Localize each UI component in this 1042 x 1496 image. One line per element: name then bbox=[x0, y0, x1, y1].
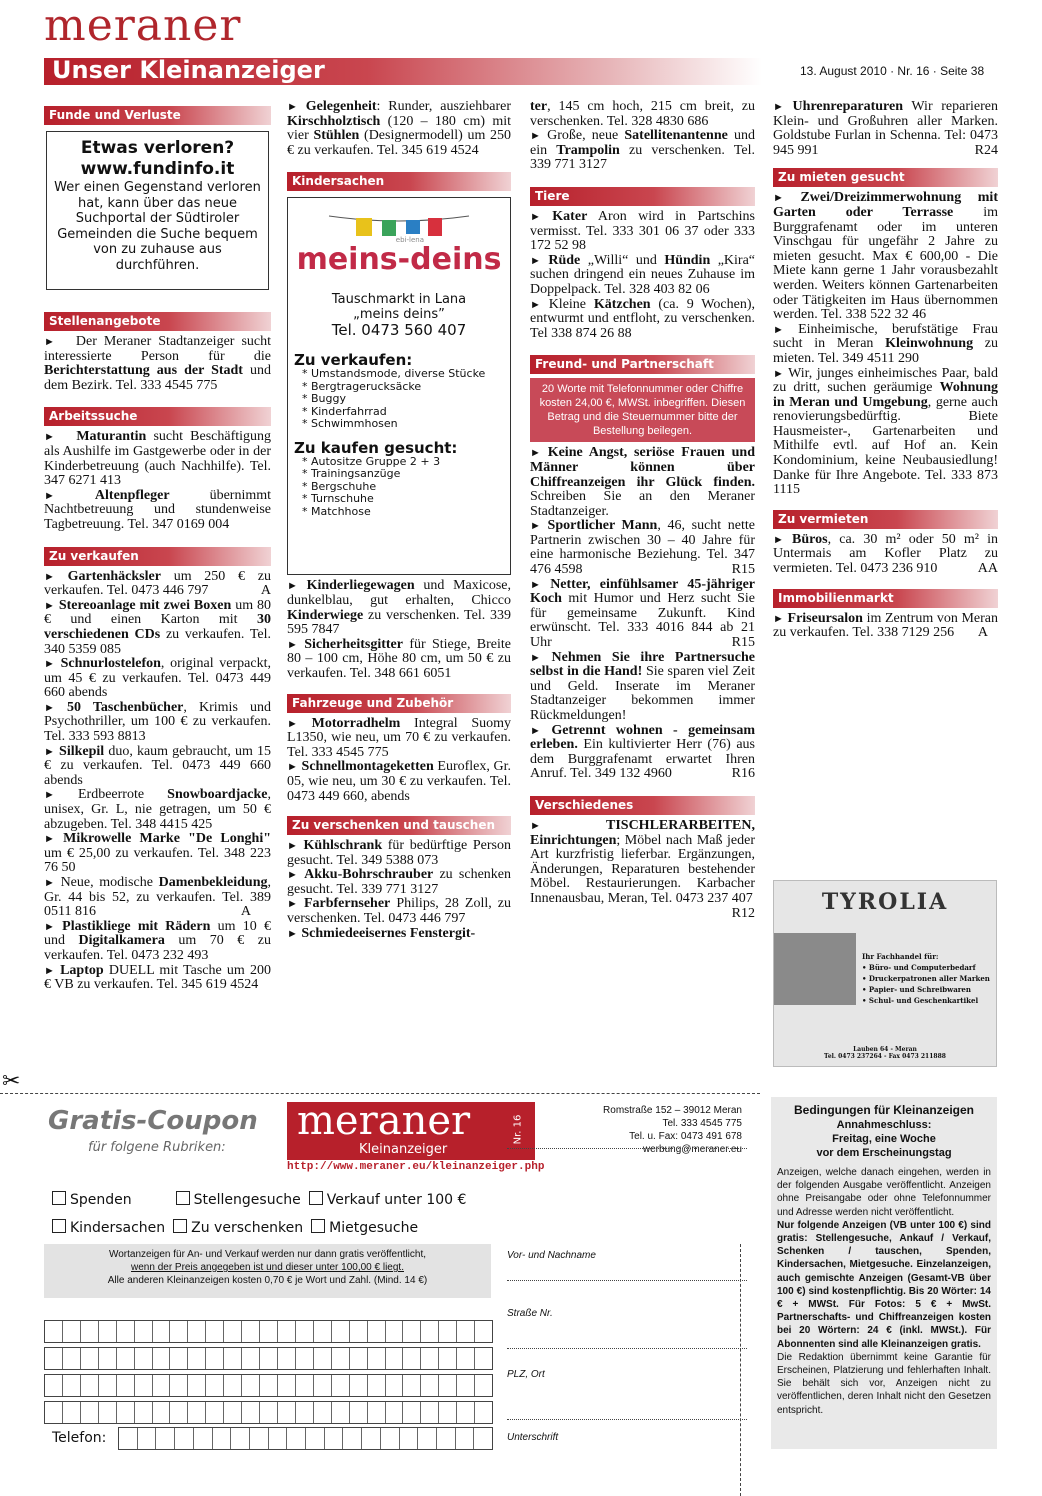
field-signature[interactable]: Unterschrift bbox=[507, 1432, 559, 1443]
field-street[interactable]: Straße Nr. bbox=[507, 1308, 747, 1349]
conditions-box bbox=[771, 1097, 997, 1449]
heading-verschiedenes: Verschiedenes bbox=[530, 796, 755, 815]
tauschmarkt-info: Tauschmarkt in Lana „meins deins” Tel. 0473 560 407 bbox=[331, 292, 467, 340]
address-line: Tel. 333 4545 775 bbox=[662, 1118, 742, 1129]
ad-f1: ► Motorradhelm Integral Suomy L1350, wie neu, um 70 € zu verkaufen. Tel. 333 4545 775 bbox=[287, 715, 511, 760]
ad-t2: ► Rüde „Willi“ und Hündin „Kira“ suchen dringend ein neues Zuhause im Doppelpack. Tel. 328 403 82 06 bbox=[530, 252, 756, 297]
buy-list bbox=[302, 456, 510, 519]
ad-f2: ► Schnellmontageketten Euroflex, Gr. 05, wie neu, um 30 € zu verkaufen. Tel. 0473 449 660, abends bbox=[287, 759, 512, 804]
sell-list bbox=[302, 368, 510, 431]
tyrolia-photo bbox=[774, 933, 856, 1005]
ad-v9: ► Plastikliege mit Rädern um 10 € und Digitalkamera um 70 € zu verkaufen. Tel. 0473 232 493 bbox=[44, 918, 272, 963]
brand-small: ebi-lena bbox=[395, 236, 424, 245]
opt-spenden[interactable]: Spenden bbox=[52, 1192, 132, 1208]
address-line: Romstraße 152 – 39012 Meran bbox=[603, 1105, 742, 1116]
ad-s1: ► Kühlschrank für bedürftige Person gesucht. Tel. 349 5388 073 bbox=[287, 838, 512, 868]
coupon-url[interactable]: http://www.meraner.eu/kleinanzeiger.php bbox=[287, 1161, 545, 1173]
telefon-grid[interactable] bbox=[118, 1427, 493, 1450]
scissors-icon: ✂ bbox=[2, 1068, 21, 1093]
ad-arbeit-2: ► Altenpfleger übernimmt Nachtbetreuung und stundenweise Tagbetreuung. Tel. 347 0169 004 bbox=[44, 487, 272, 532]
ad-s3: ► Farbfernseher Philips, 28 Zoll, zu verschenken. Tel. 0473 446 797 bbox=[287, 896, 512, 927]
ad-t3: ► Kleine Kätzchen (ca. 9 Wochen), entwurmt und entfloht, zu verschenken. Tel 338 874 26 88 bbox=[530, 296, 755, 341]
heading-verkaufen: Zu verkaufen bbox=[44, 547, 271, 566]
ad-p1: ► Keine Angst, seriöse Frauen und Männer können über Chiffreanzeigen ihr Glück finden. Schreiben Sie an den Meraner Stadtanzeiger. bbox=[530, 445, 755, 519]
list-item: * Trainingsanzüge bbox=[302, 467, 401, 481]
list-item: * Buggy bbox=[302, 392, 346, 406]
clothesline-icon bbox=[288, 212, 510, 236]
word-grid-row[interactable] bbox=[44, 1347, 493, 1370]
opt-stellengesuche[interactable]: Stellengesuche bbox=[176, 1192, 301, 1208]
coupon-options bbox=[52, 1186, 522, 1242]
word-grid-row[interactable] bbox=[44, 1374, 493, 1397]
ad-v2: ► Stereoanlage mit zwei Boxen um 80 € und einen Karton mit 30 verschiedenen CDs zu verkaufen. Tel. 340 5359 085 bbox=[44, 597, 272, 657]
ad-v6: ► Erdbeerrote Snowboardjacke, unisex, Gr. L, nie getragen, um 50 € abzugeben. Tel. 348 4415 425 bbox=[44, 787, 272, 832]
tyrolia-address: Lauben 64 - Meran Tel. 0473 237264 - Fax 0473 211888 bbox=[824, 1046, 946, 1060]
ad-c2: ► Große, neue Satellitenantenne und ein Trampolin zu verschenken. Tel. 339 771 3127 bbox=[530, 128, 756, 173]
ad-vs1: ► TISCHLERARBEITEN, Einrichtungen; Möbel nach Maß jeder Art kurzfristig lieferbar. Ergänzungen, Änderungen, Reparaturen bestehender Möbel. Restaurierungen. Karbacher Innenausbau, Meran, Tel. 0473 237 407 R12 bbox=[530, 817, 755, 921]
heading-arbeit: Arbeitssuche bbox=[44, 407, 271, 426]
heading-mieten: Zu mieten gesucht bbox=[773, 168, 998, 187]
conditions-body: Anzeigen, welche danach eingehen, werden in der folgenden Ausgabe veröffentlicht. Anzeigen ohne Preisangabe oder ohne Telefonnummer und Adresse werden nicht veröffentlicht. Nur folgende Anzeigen (VB unter 100 €) sind gratis: Stellengesuche, Ankauf / Verkauf, Schenken / tauschen, Spenden, Kindersachen, Mietgesuche. Einzelanzeigen, auch gemischte Anzeigen (Gesamt-VB über 100 €) sind kostenpflichtig. Bis 20 Wörter: 14 € + MWSt. Für Fotos: 5 € + MwSt. Partnerschafts- und Chiffreanzeigen kosten bei 20 Wörtern: 24 € (inkl. MWSt.). Für Abonnenten sind alle Kleinanzeigen gratis. Die Redaktion übernimmt keine Garantie für Erscheinen, Platzierung und fehlerhaften Inhalt. Sie behält sich vor, Anzeigen nicht zu veröffentlichen, deren Inhalt nicht den Gesetzen entspricht. bbox=[777, 1167, 991, 1416]
issue-info: 13. August 2010 · Nr. 16 · Seite 38 bbox=[800, 64, 985, 78]
meraner-logo: meraner bbox=[44, 0, 242, 51]
conditions-title: Bedingungen für Kleinanzeigen bbox=[793, 1103, 974, 1117]
word-grid-row[interactable] bbox=[44, 1401, 493, 1424]
list-item: • Papier- und Schreibwaren bbox=[862, 985, 971, 994]
ad-k2: ► Sicherheitsgitter für Stiege, Breite 80 – 100 cm, Höhe 80 cm, um 50 € zu verkaufen. Tel. 348 661 6051 bbox=[287, 636, 512, 681]
fundinfo-box bbox=[46, 131, 269, 290]
ad-p2: ► Sportlicher Mann, 46, sucht nette Partnerin zwischen 30 – 40 Jahre für eine harmonische Beziehung. Tel. 347 476 4598 R15 bbox=[530, 518, 756, 578]
column-2 bbox=[287, 100, 511, 941]
heading-verschenken: Zu verschenken und tauschen bbox=[287, 816, 511, 835]
ad-v5: ► Silkepil duo, kaum gebraucht, um 15 € zu verkaufen. Tel. 0473 449 660 abends bbox=[44, 743, 272, 788]
ad-v1: ► Gartenhäcksler um 250 € zu verkaufen. Tel. 0473 446 797 A bbox=[44, 568, 271, 599]
list-item: • Büro- und Computerbedarf bbox=[862, 963, 976, 972]
list-item: * Turnschuhe bbox=[302, 492, 374, 506]
partner-price-note: 20 Worte mit Telefonnummer oder Chiffre kosten 24,00 €, MWSt. inbegriffen. Diesen Betrag und die Steuernummer bitte der Bestellung beilegen. bbox=[530, 378, 755, 442]
opt-verschenken[interactable]: Zu verschenken bbox=[173, 1220, 303, 1236]
ad-k1: ► Kinderliegewagen und Maxicose, dunkelblau, gut erhalten, Chicco Kinderwiege zu verschenken. Tel. 339 595 7847 bbox=[287, 578, 511, 638]
ad-p3: ► Netter, einfühlsamer 45-jähriger Koch mit Humor und Herz sucht Sie für gemeinsame Zukunft. Kind erwünscht. Tel. 333 4016 844 ab 21 Uhr R15 bbox=[530, 576, 756, 651]
ad-p4: ► Nehmen Sie ihre Partnersuche selbst in die Hand! Sie sparen viel Zeit und Geld. Inserate im Meraner Stadtanzeiger bekommen immer Rückmeldungen! bbox=[530, 649, 755, 723]
opt-kindersachen[interactable]: Kindersachen bbox=[52, 1220, 165, 1236]
list-item: • Druckerpatronen aller Marken bbox=[862, 974, 990, 983]
coupon-subtitle: für folgene Rubriken: bbox=[88, 1140, 226, 1155]
fundinfo-title: Etwas verloren? bbox=[80, 138, 235, 158]
ad-v4: ► 50 Taschenbücher, Krimis und Psychothriller, um 100 € zu verkaufen. Tel. 333 593 8813 bbox=[44, 699, 272, 745]
buy-heading: Zu kaufen gesucht: bbox=[294, 438, 458, 457]
coupon-logo: meraner Kleinanzeiger Nr. 16 bbox=[287, 1102, 535, 1160]
field-name[interactable]: Vor- und Nachname bbox=[507, 1250, 747, 1281]
column-3 bbox=[530, 100, 755, 921]
tyrolia-ad bbox=[773, 880, 997, 1067]
tyrolia-list: Ihr Fachhandel für: • Büro- und Computerbedarf • Druckerpatronen aller Marken • Papier- und Schreibwaren • Schul- und Geschenkartikel bbox=[862, 952, 990, 1005]
fundinfo-body: Wer einen Gegenstand verloren hat, kann über das neue Suchportal der Südtiroler Gemeinden die Suche bequem von zu zuhause aus durchführen. bbox=[54, 180, 261, 273]
list-item: * Kinderfahrrad bbox=[302, 404, 387, 418]
ad-c1: ter, 145 cm hoch, 215 cm breit, zu verschenken. Tel. 328 4830 686 bbox=[530, 99, 755, 129]
ad-stellen: ► Der Meraner Stadtanzeiger sucht interessierte Person für die Berichterstattung aus der Stadt und dem Bezirk. Tel. 333 4545 775 bbox=[44, 334, 272, 393]
ad-uhren: ► Uhrenreparaturen Wir reparieren Klein- und Großuhren aller Marken. Goldstube Furlan in Schenna. Tel: 0473 945 991 R24 bbox=[773, 99, 998, 158]
coupon-divider bbox=[740, 1244, 741, 1496]
ad-v7: ► Mikrowelle Marke "De Longhi" um € 25,00 zu verkaufen. Tel. 348 223 76 50 bbox=[44, 831, 272, 876]
ad-m2: ► Einheimische, berufstätige Frau sucht in Meran Kleinwohnung zu mieten. Tel. 349 4511 290 bbox=[773, 321, 999, 366]
telefon-label: Telefon: bbox=[52, 1430, 107, 1446]
ad-v3: ► Schnurlostelefon, original verpackt, um 45 € zu verkaufen. Tel. 0473 449 660 abends bbox=[44, 656, 271, 701]
fundinfo-url[interactable]: www.fundinfo.it bbox=[80, 159, 235, 179]
section-title-bar bbox=[44, 58, 762, 85]
ad-s4: ► Schmiedeeisernes Fenstergit- bbox=[287, 925, 476, 941]
ad-vm1: ► Büros, ca. 30 m² oder 50 m² in Untermais am Kofler Platz zu vermieten. Tel. 0473 236 910 AA bbox=[773, 531, 998, 577]
tyrolia-logo: TYROLIA bbox=[821, 889, 949, 915]
ad-m1: ► Zwei/Dreizimmerwohnung mit Garten oder Terrasse im Burggrafenamt oder im unteren Vinschgau für ungefähr 2 Jahre zu mieten gesucht. Max € 600,00 - Die Miete kann gerne 1 Jahr vorausbezahlt werden. Weiters können Gartenarbeiten oder Tätigkeiten im Haus übernommen werden. Tel. 338 522 32 46 bbox=[773, 190, 999, 323]
heading-vermieten: Zu vermieten bbox=[773, 510, 998, 529]
list-item: * Schwimmhosen bbox=[302, 417, 398, 431]
list-item: * Umstandsmode, diverse Stücke bbox=[302, 366, 486, 380]
list-item: * Bergtragerucksäcke bbox=[302, 379, 422, 393]
heading-tiere: Tiere bbox=[530, 187, 755, 206]
list-item: * Autositze Gruppe 2 + 3 bbox=[302, 454, 441, 468]
column-4 bbox=[773, 100, 998, 641]
heading-immo: Immobilienmarkt bbox=[773, 589, 998, 608]
column-1 bbox=[44, 100, 271, 993]
coupon-price-note: Wortanzeigen für An- und Verkauf werden nur dann gratis veröffentlicht, wenn der Preis angegeben ist und dieser unter 100,00 € liegt. Alle anderen Kleinanzeigen kosten 0,70 € je Wort und Zahl. (Mind. 14 €) bbox=[44, 1244, 491, 1298]
list-item: * Matchhose bbox=[302, 504, 371, 518]
gratis-coupon bbox=[0, 1093, 760, 1496]
ad-v8: ► Neue, modische Damenbekleidung, Gr. 44 bis 52, zu verkaufen. Tel. 389 0511 816 A bbox=[44, 875, 272, 920]
opt-mietgesuche[interactable]: Mietgesuche bbox=[311, 1220, 418, 1236]
page-title: Unser Kleinanzeiger bbox=[52, 56, 325, 84]
sell-heading: Zu verkaufen: bbox=[294, 351, 413, 370]
ad-s2: ► Akku-Bohrschrauber zu schenken gesucht. Tel. 339 771 3127 bbox=[287, 867, 511, 897]
ad-gelegenheit: ► Gelegenheit: Runder, ausziehbarer Kirschholztisch (120 – 180 cm) mit vier Stühlen (Designermodell) um 250 € zu verkaufen. Tel. 345 619 4524 bbox=[287, 99, 512, 158]
list-item: • Schul- und Geschenkartikel bbox=[862, 996, 979, 1005]
conditions-deadline: Annahmeschluss: Freitag, eine Woche vor dem Erscheinungstag bbox=[816, 1119, 952, 1159]
heading-funde: Funde und Verluste bbox=[44, 106, 271, 125]
meins-deins-ad bbox=[287, 197, 511, 575]
opt-verkauf[interactable]: Verkauf unter 100 € bbox=[309, 1192, 467, 1208]
field-plz[interactable]: PLZ, Ort bbox=[507, 1369, 747, 1420]
ad-p5: ► Getrennt wohnen - gemeinsam erleben. Ein kultivierter Herr (76) aus dem Burggrafenamt erwartet Ihren Anruf. Tel. 349 132 4960 R16 bbox=[530, 722, 756, 782]
coupon-title: Gratis-Coupon bbox=[48, 1106, 258, 1136]
brand-logo: meins-deins bbox=[296, 242, 502, 278]
ad-t1: ► Kater Aron wird in Partschins vermisst. Tel. 333 301 06 37 oder 333 172 52 98 bbox=[530, 208, 755, 254]
address-line: werbung@meraner.eu bbox=[642, 1144, 742, 1155]
ad-im1: ► Friseursalon im Zentrum von Meran zu verkaufen. Tel. 338 7129 256 A bbox=[773, 610, 998, 641]
word-grid-row[interactable] bbox=[44, 1320, 493, 1343]
ad-v10: ► Laptop DUELL mit Tasche um 200 € VB zu verkaufen. Tel. 345 619 4524 bbox=[44, 962, 272, 993]
heading-freund: Freund- und Partnerschaft bbox=[530, 355, 755, 374]
address-line: Tel. u. Fax: 0473 491 678 bbox=[629, 1131, 742, 1142]
heading-kinder: Kindersachen bbox=[287, 172, 511, 191]
field-divider bbox=[507, 1132, 747, 1149]
ad-m3: ► Wir, junges einheimisches Paar, bald zu dritt, suchen geräumige Wohnung in Meran und Umgebung, gerne auch renovierungsbedürftig. Biete Hausmeister-, Gartenarbeiten und Mithilfe evtl. auf Hof an. Kein Kondominium, keine Neubausiedlung! Danke für Ihre Angebote. Tel. 333 873 1115 bbox=[773, 365, 998, 498]
heading-stellen: Stellenangebote bbox=[44, 312, 271, 331]
list-item: * Bergschuhe bbox=[302, 479, 377, 493]
ad-arbeit-1: ► Maturantin sucht Beschäftigung als Aushilfe im Gastgewerbe oder in der Kinderbetreuung (auch Nachhilfe). Tel. 347 6271 413 bbox=[44, 429, 272, 489]
heading-fahrzeuge: Fahrzeuge und Zubehör bbox=[287, 694, 511, 713]
